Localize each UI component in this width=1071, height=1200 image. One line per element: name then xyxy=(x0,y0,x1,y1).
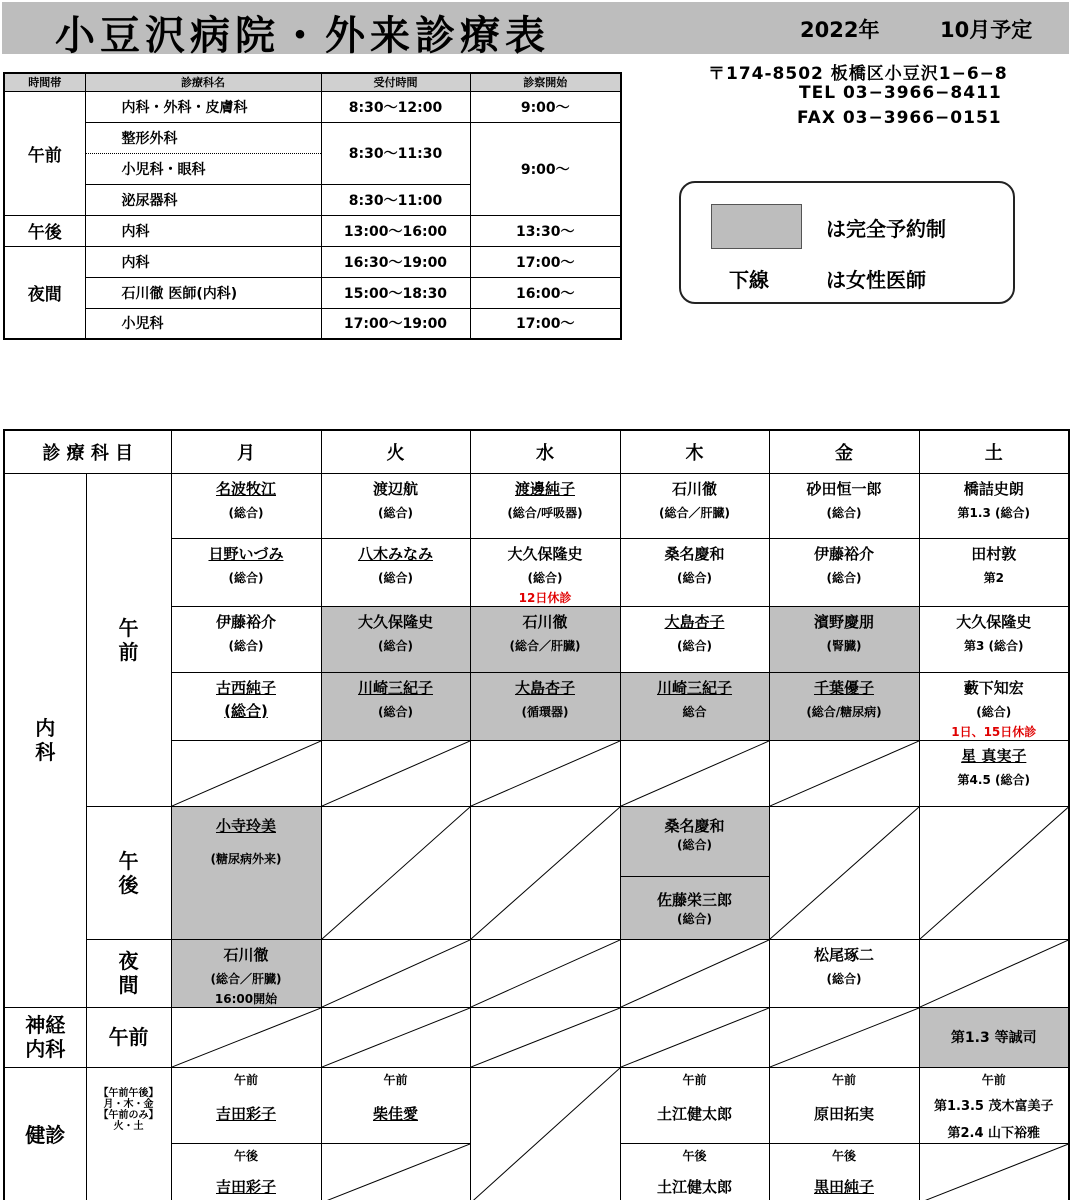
reception-time: 8:30〜12:00 xyxy=(321,91,470,122)
start-note: 16:00開始 xyxy=(214,991,278,1006)
empty-slot xyxy=(769,806,919,939)
doctor-name: 石川徹 xyxy=(522,612,568,631)
doctor-name: 渡邊純子 xyxy=(514,479,575,498)
header-day: 月 xyxy=(171,430,321,473)
empty-slot xyxy=(620,939,769,1007)
dept-name: 泌尿器科 xyxy=(85,184,321,215)
diagonal-slash xyxy=(621,741,769,806)
diagonal-slash xyxy=(770,807,919,939)
empty-slot xyxy=(321,1007,470,1067)
band-am: 午前 xyxy=(4,91,85,215)
doctor-name: 黒田純子 xyxy=(813,1177,874,1196)
doctor-name: 土江健太郎 xyxy=(656,1104,732,1123)
period-label: 午前 xyxy=(682,1072,707,1087)
doctor-name: 名波牧江 xyxy=(215,479,276,498)
empty-slot xyxy=(919,939,1069,1007)
diagonal-slash xyxy=(172,1008,321,1067)
legend-gray-text: は完全予約制 xyxy=(826,217,946,241)
start-time: 17:00〜 xyxy=(470,308,621,339)
doctor-name: 川崎三紀子 xyxy=(656,678,732,697)
legend-underline-text: は女性医師 xyxy=(826,268,926,292)
doctor-name: 八木みなみ xyxy=(357,544,433,563)
empty-slot xyxy=(919,806,1069,939)
header-day: 金 xyxy=(769,430,919,473)
doctor-name: 田村敦 xyxy=(971,544,1017,563)
empty-slot xyxy=(769,740,919,806)
reception-time: 17:00〜19:00 xyxy=(321,308,470,339)
diagonal-slash xyxy=(322,807,470,939)
start-time: 9:00〜 xyxy=(470,91,621,122)
doctor-specialty: (総合) xyxy=(228,638,264,653)
doctor-specialty: (総合) xyxy=(976,704,1012,719)
empty-slot xyxy=(769,1007,919,1067)
header-dept: 診療科名 xyxy=(85,73,321,91)
start-time: 16:00〜 xyxy=(470,277,621,308)
period-pm: 午 後 xyxy=(86,806,171,939)
empty-slot xyxy=(620,1007,769,1067)
tel-number: TEL 03−3966−8411 xyxy=(799,83,1002,103)
reception-time: 8:30〜11:30 xyxy=(321,122,470,184)
dept-shinkei: 神経 内科 xyxy=(4,1007,86,1067)
doctor-specialty: (総合) xyxy=(826,971,862,986)
doctor-specialty: (総合) xyxy=(378,505,413,520)
doctor-name: 伊藤裕介 xyxy=(813,544,874,563)
doctor-name: 千葉優子 xyxy=(813,678,874,697)
doctor-specialty: (総合) xyxy=(378,704,413,719)
band-pm: 午後 xyxy=(4,215,85,246)
dept-name: 小児科・眼科 xyxy=(85,153,321,184)
period-night: 夜 間 xyxy=(86,939,171,1007)
doctor-name: 第1.3.5 茂木富美子 xyxy=(933,1098,1054,1114)
doctor-name: 吉田彩子 xyxy=(215,1177,276,1196)
closure-note: 12日休診 xyxy=(518,590,572,605)
schedule-table xyxy=(3,429,1070,1200)
empty-slot xyxy=(470,1007,620,1067)
reception-hours-table xyxy=(3,72,622,340)
doctor-specialty: 総合 xyxy=(682,704,707,719)
closure-note: 1日、15日休診 xyxy=(951,724,1037,739)
doctor-specialty: (総合) xyxy=(527,570,563,585)
doctor-name: 川崎三紀子 xyxy=(357,678,433,697)
doctor-specialty: 第1.3 (総合) xyxy=(957,505,1030,520)
header-reception: 受付時間 xyxy=(321,73,470,91)
period-shinkei-am: 午前 xyxy=(86,1007,171,1067)
period-label: 午後 xyxy=(831,1148,856,1163)
doctor-specialty: (総合) xyxy=(677,638,712,653)
doctor-specialty: (総合) xyxy=(826,570,862,585)
header-day: 木 xyxy=(620,430,769,473)
year-label: 2022年 xyxy=(800,18,880,42)
period-am: 午 前 xyxy=(86,473,171,806)
doctor-specialty: (総合) xyxy=(677,911,712,926)
diagonal-slash xyxy=(471,940,620,1007)
doctor-specialty: 第2 xyxy=(983,570,1004,585)
start-time: 13:30〜 xyxy=(470,215,621,246)
dept-name: 小児科 xyxy=(85,308,321,339)
legend-gray-swatch xyxy=(711,204,802,249)
doctor-specialty: 第4.5 (総合) xyxy=(957,772,1030,787)
diagonal-slash xyxy=(322,741,470,806)
fax-number: FAX 03−3966−0151 xyxy=(797,108,1002,128)
dept-name: 石川徹 医師(内科) xyxy=(85,277,321,308)
doctor-specialty: (総合) xyxy=(228,505,264,520)
empty-slot xyxy=(321,806,470,939)
legend-box xyxy=(679,181,1015,304)
start-time: 17:00〜 xyxy=(470,246,621,277)
period-label: 午後 xyxy=(682,1148,707,1163)
doctor-specialty: (総合/呼吸器) xyxy=(507,505,583,520)
doctor-name: 桑名慶和 xyxy=(664,544,725,563)
doctor-name: 第1.3 等誠司 xyxy=(950,1030,1037,1046)
doctor-name: 大島杏子 xyxy=(664,612,725,631)
diagonal-slash xyxy=(322,1008,470,1067)
diagonal-slash xyxy=(770,1008,919,1067)
reception-time: 15:00〜18:30 xyxy=(321,277,470,308)
doctor-specialty: (総合) xyxy=(228,570,264,585)
empty-slot xyxy=(321,939,470,1007)
empty-slot xyxy=(620,740,769,806)
header-dept-label: 診 療 科 目 xyxy=(4,430,171,473)
dept-name: 整形外科 xyxy=(85,122,321,153)
empty-slot xyxy=(321,740,470,806)
postal-address: 〒174-8502 板橋区小豆沢1−6−8 xyxy=(708,64,1008,84)
header-start: 診察開始 xyxy=(470,73,621,91)
start-time: 9:00〜 xyxy=(470,122,621,215)
doctor-specialty: (総合) xyxy=(826,505,862,520)
reception-time: 13:00〜16:00 xyxy=(321,215,470,246)
doctor-specialty: (総合) xyxy=(677,837,712,852)
doctor-name: 濱野慶朋 xyxy=(813,612,874,631)
month-label: 10月予定 xyxy=(940,18,1033,42)
doctor-name: 星 真実子 xyxy=(961,746,1027,765)
period-label: 午前 xyxy=(981,1072,1006,1087)
empty-slot xyxy=(321,1143,470,1200)
header-day: 水 xyxy=(470,430,620,473)
header-timeband: 時間帯 xyxy=(4,73,85,91)
doctor-specialty: (腎臓) xyxy=(826,638,862,653)
doctor-specialty: (総合／肝臓) xyxy=(659,505,730,520)
legend-underline-word: 下線 xyxy=(729,268,769,292)
empty-slot xyxy=(171,1007,321,1067)
dept-naika: 内 科 xyxy=(4,473,86,1007)
doctor-specialty: (総合／肝臓) xyxy=(509,638,581,653)
doctor-specialty: (総合) xyxy=(677,570,712,585)
doctor-name: 原田拓実 xyxy=(813,1104,874,1123)
diagonal-slash xyxy=(770,741,919,806)
doctor-specialty: (循環器) xyxy=(521,704,569,719)
doctor-name: 大久保隆史 xyxy=(956,612,1032,631)
reception-time: 16:30〜19:00 xyxy=(321,246,470,277)
doctor-name: 伊藤裕介 xyxy=(215,612,276,631)
doctor-specialty: (総合) xyxy=(378,570,413,585)
diagonal-slash xyxy=(920,1144,1069,1200)
doctor-name: 大島杏子 xyxy=(514,678,575,697)
diagonal-slash xyxy=(471,1068,620,1200)
doctor-name: 石川徹 xyxy=(671,479,717,498)
diagonal-slash xyxy=(471,741,620,806)
diagonal-slash xyxy=(621,1008,769,1067)
doctor-specialty: (総合/糖尿病) xyxy=(806,704,882,719)
doctor-name: 藪下知宏 xyxy=(963,678,1024,697)
doctor-name: 土江健太郎 xyxy=(656,1177,732,1196)
dept-name: 内科 xyxy=(85,215,321,246)
doctor-name: 佐藤栄三郎 xyxy=(656,890,732,909)
doctor-name: 石川徹 xyxy=(223,945,269,964)
doctor-name: 大久保隆史 xyxy=(507,544,583,563)
diagonal-slash xyxy=(172,741,321,806)
doctor-specialty: (糖尿病外来) xyxy=(210,851,282,866)
dept-kenshin: 健診 xyxy=(4,1067,86,1200)
doctor-name: 日野いづみ xyxy=(208,544,284,563)
doctor-name: 吉田彩子 xyxy=(215,1104,276,1123)
period-label: 午前 xyxy=(831,1072,856,1087)
page-title: 小豆沢病院・外来診療表 xyxy=(55,13,550,59)
empty-slot xyxy=(470,740,620,806)
diagonal-slash xyxy=(920,807,1069,939)
period-label: 午前 xyxy=(383,1072,408,1087)
empty-slot xyxy=(919,1143,1069,1200)
diagonal-slash xyxy=(621,940,769,1007)
header-day: 火 xyxy=(321,430,470,473)
dept-name: 内科・外科・皮膚科 xyxy=(85,91,321,122)
empty-slot xyxy=(470,939,620,1007)
diagonal-slash xyxy=(471,1008,620,1067)
doctor-specialty: 第3 (総合) xyxy=(964,638,1024,653)
header-day: 土 xyxy=(919,430,1069,473)
doctor-name: 第2.4 山下裕雅 xyxy=(947,1125,1041,1141)
diagonal-slash xyxy=(920,940,1069,1007)
dept-name: 内科 xyxy=(85,246,321,277)
band-night: 夜間 xyxy=(4,246,85,339)
diagonal-slash xyxy=(322,1144,470,1200)
period-label: 午後 xyxy=(233,1148,258,1163)
diagonal-slash xyxy=(322,940,470,1007)
doctor-name: 桑名慶和 xyxy=(664,816,725,835)
doctor-name: 渡辺航 xyxy=(372,479,418,498)
doctor-name: 柴佳愛 xyxy=(372,1104,418,1123)
period-label: 午前 xyxy=(233,1072,258,1087)
doctor-name: 松尾琢二 xyxy=(813,945,874,964)
doctor-name: 大久保隆史 xyxy=(357,612,433,631)
diagonal-slash xyxy=(471,807,620,939)
reception-time: 8:30〜11:00 xyxy=(321,184,470,215)
doctor-name: 砂田恒一郎 xyxy=(806,479,882,498)
doctor-name: 橋詰史朗 xyxy=(963,479,1024,498)
doctor-name: 小寺玲美 xyxy=(215,816,276,835)
doctor-name: 古西純子 xyxy=(215,678,276,697)
doctor-specialty: (総合) xyxy=(378,638,413,653)
empty-slot xyxy=(470,806,620,939)
kenshin-note: 【午前午後】 月・木・金 【午前のみ】 火・土 xyxy=(98,1087,159,1132)
empty-slot xyxy=(470,1067,620,1200)
empty-slot xyxy=(171,740,321,806)
doctor-specialty: (総合) xyxy=(224,701,268,720)
doctor-specialty: (総合／肝臓) xyxy=(210,971,282,986)
